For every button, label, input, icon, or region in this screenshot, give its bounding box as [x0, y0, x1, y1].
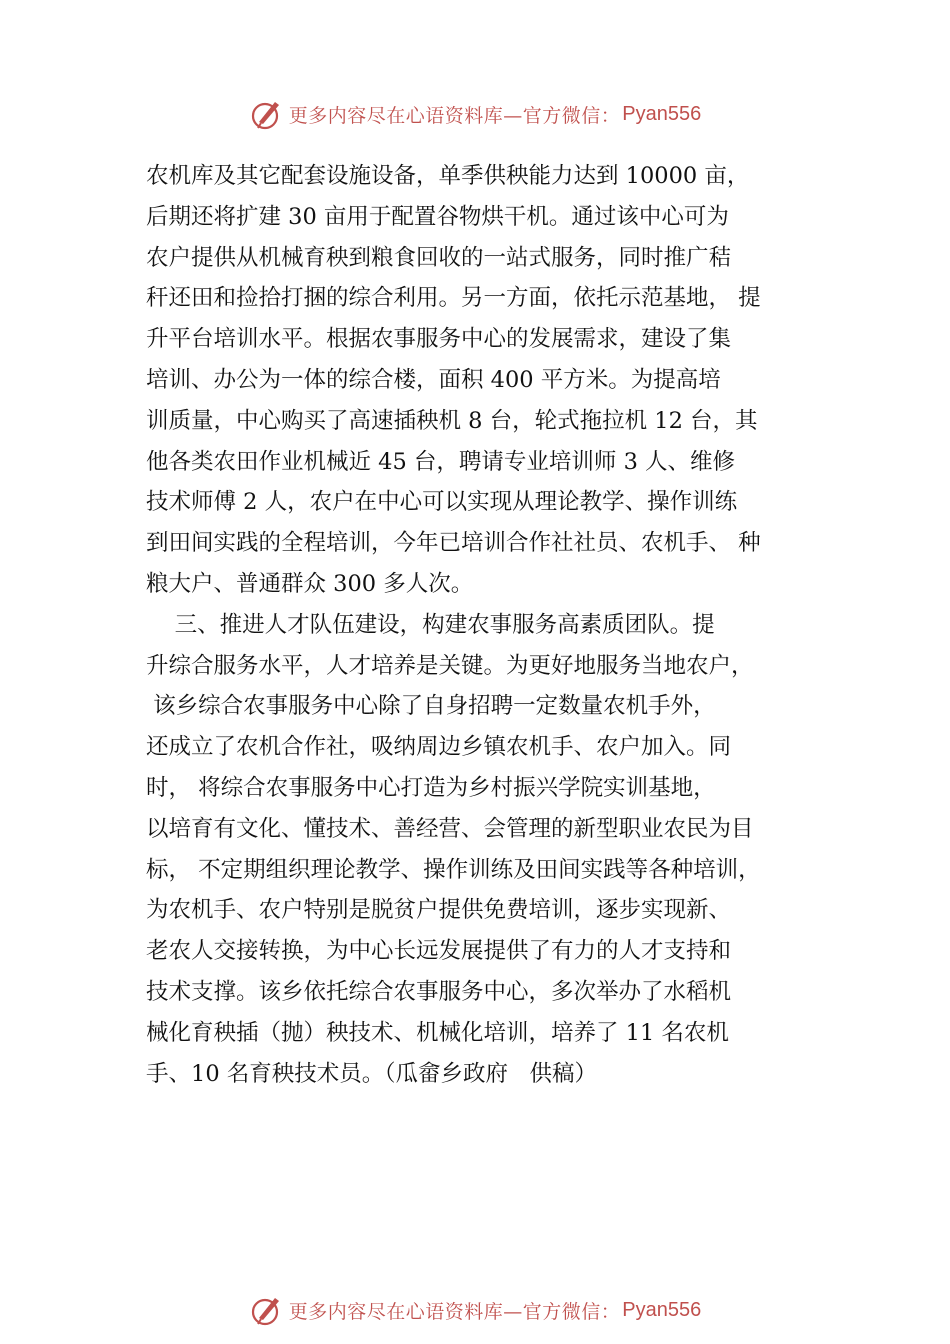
- document-body: [146, 156, 836, 1094]
- body-line: 为农机手、农户特别是脱贫户提供免费培训，逐步实现新、: [146, 897, 732, 924]
- body-line: 还成立了农机合作社，吸纳周边乡镇农机手、农户加入。同: [146, 734, 732, 761]
- body-line: 技术师傅 2 人，农户在中心可以实现从理论教学、操作训练: [146, 489, 738, 516]
- header-watermark-text: 更多内容尽在心语资料库—官方微信：: [288, 104, 621, 127]
- body-line: 农户提供从机械育秧到粮食回收的一站式服务，同时推广秸: [146, 244, 732, 271]
- header-watermark: [0, 92, 950, 136]
- body-line: 时， 将综合农事服务中心打造为乡村振兴学院实训基地，: [146, 774, 716, 801]
- body-line: 技术支撑。该乡依托综合农事服务中心，多次举办了水稻机: [146, 978, 732, 1005]
- body-line: 升综合服务水平，人才培养是关键。为更好地服务当地农户，: [146, 652, 754, 679]
- body-line: 培训、办公为一体的综合楼，面积 400 平方米。为提高培: [146, 366, 721, 393]
- body-line: 训质量，中心购买了高速插秧机 8 台，轮式拖拉机 12 台，其: [146, 407, 758, 434]
- body-line: 秆还田和捡拾打捆的综合利用。另一方面，依托示范基地， 提: [146, 285, 761, 312]
- body-line: 粮大户、普通群众 300 多人次。: [146, 570, 474, 597]
- quill-logo-icon: [249, 96, 285, 132]
- body-line: 老农人交接转换，为中心长远发展提供了有力的人才支持和: [146, 938, 732, 965]
- footer-watermark-id: Pyan556: [622, 1298, 702, 1321]
- footer-watermark-text: 更多内容尽在心语资料库—官方微信：: [288, 1300, 621, 1323]
- body-line: 后期还将扩建 30 亩用于配置谷物烘干机。通过该中心可为: [146, 203, 729, 230]
- body-line: 到田间实践的全程培训，今年已培训合作社社员、农机手、 种: [146, 530, 761, 557]
- body-line: 升平台培训水平。根据农事服务中心的发展需求，建设了集: [146, 326, 732, 353]
- body-line: 标， 不定期组织理论教学、操作训练及田间实践等各种培训，: [146, 856, 761, 883]
- header-watermark-id: Pyan556: [622, 102, 702, 125]
- body-line: 械化育秧插（抛）秧技术、机械化培训，培养了 11 名农机: [146, 1019, 729, 1046]
- body-line: 该乡综合农事服务中心除了自身招聘一定数量农机手外，: [146, 693, 716, 720]
- body-line: 他各类农田作业机械近 45 台，聘请专业培训师 3 人、维修: [146, 448, 736, 475]
- body-line: 三、推进人才队伍建设，构建农事服务高素质团队。提: [146, 611, 715, 638]
- quill-logo-icon: [249, 1292, 285, 1328]
- body-line: 以培育有文化、懂技术、善经营、会管理的新型职业农民为目: [146, 815, 754, 842]
- footer-watermark: [0, 1288, 950, 1332]
- body-line: 手、10 名育秧技术员。（瓜畲乡政府 供稿）: [146, 1060, 597, 1087]
- body-line: 农机库及其它配套设施设备，单季供秧能力达到 10000 亩，: [146, 163, 750, 189]
